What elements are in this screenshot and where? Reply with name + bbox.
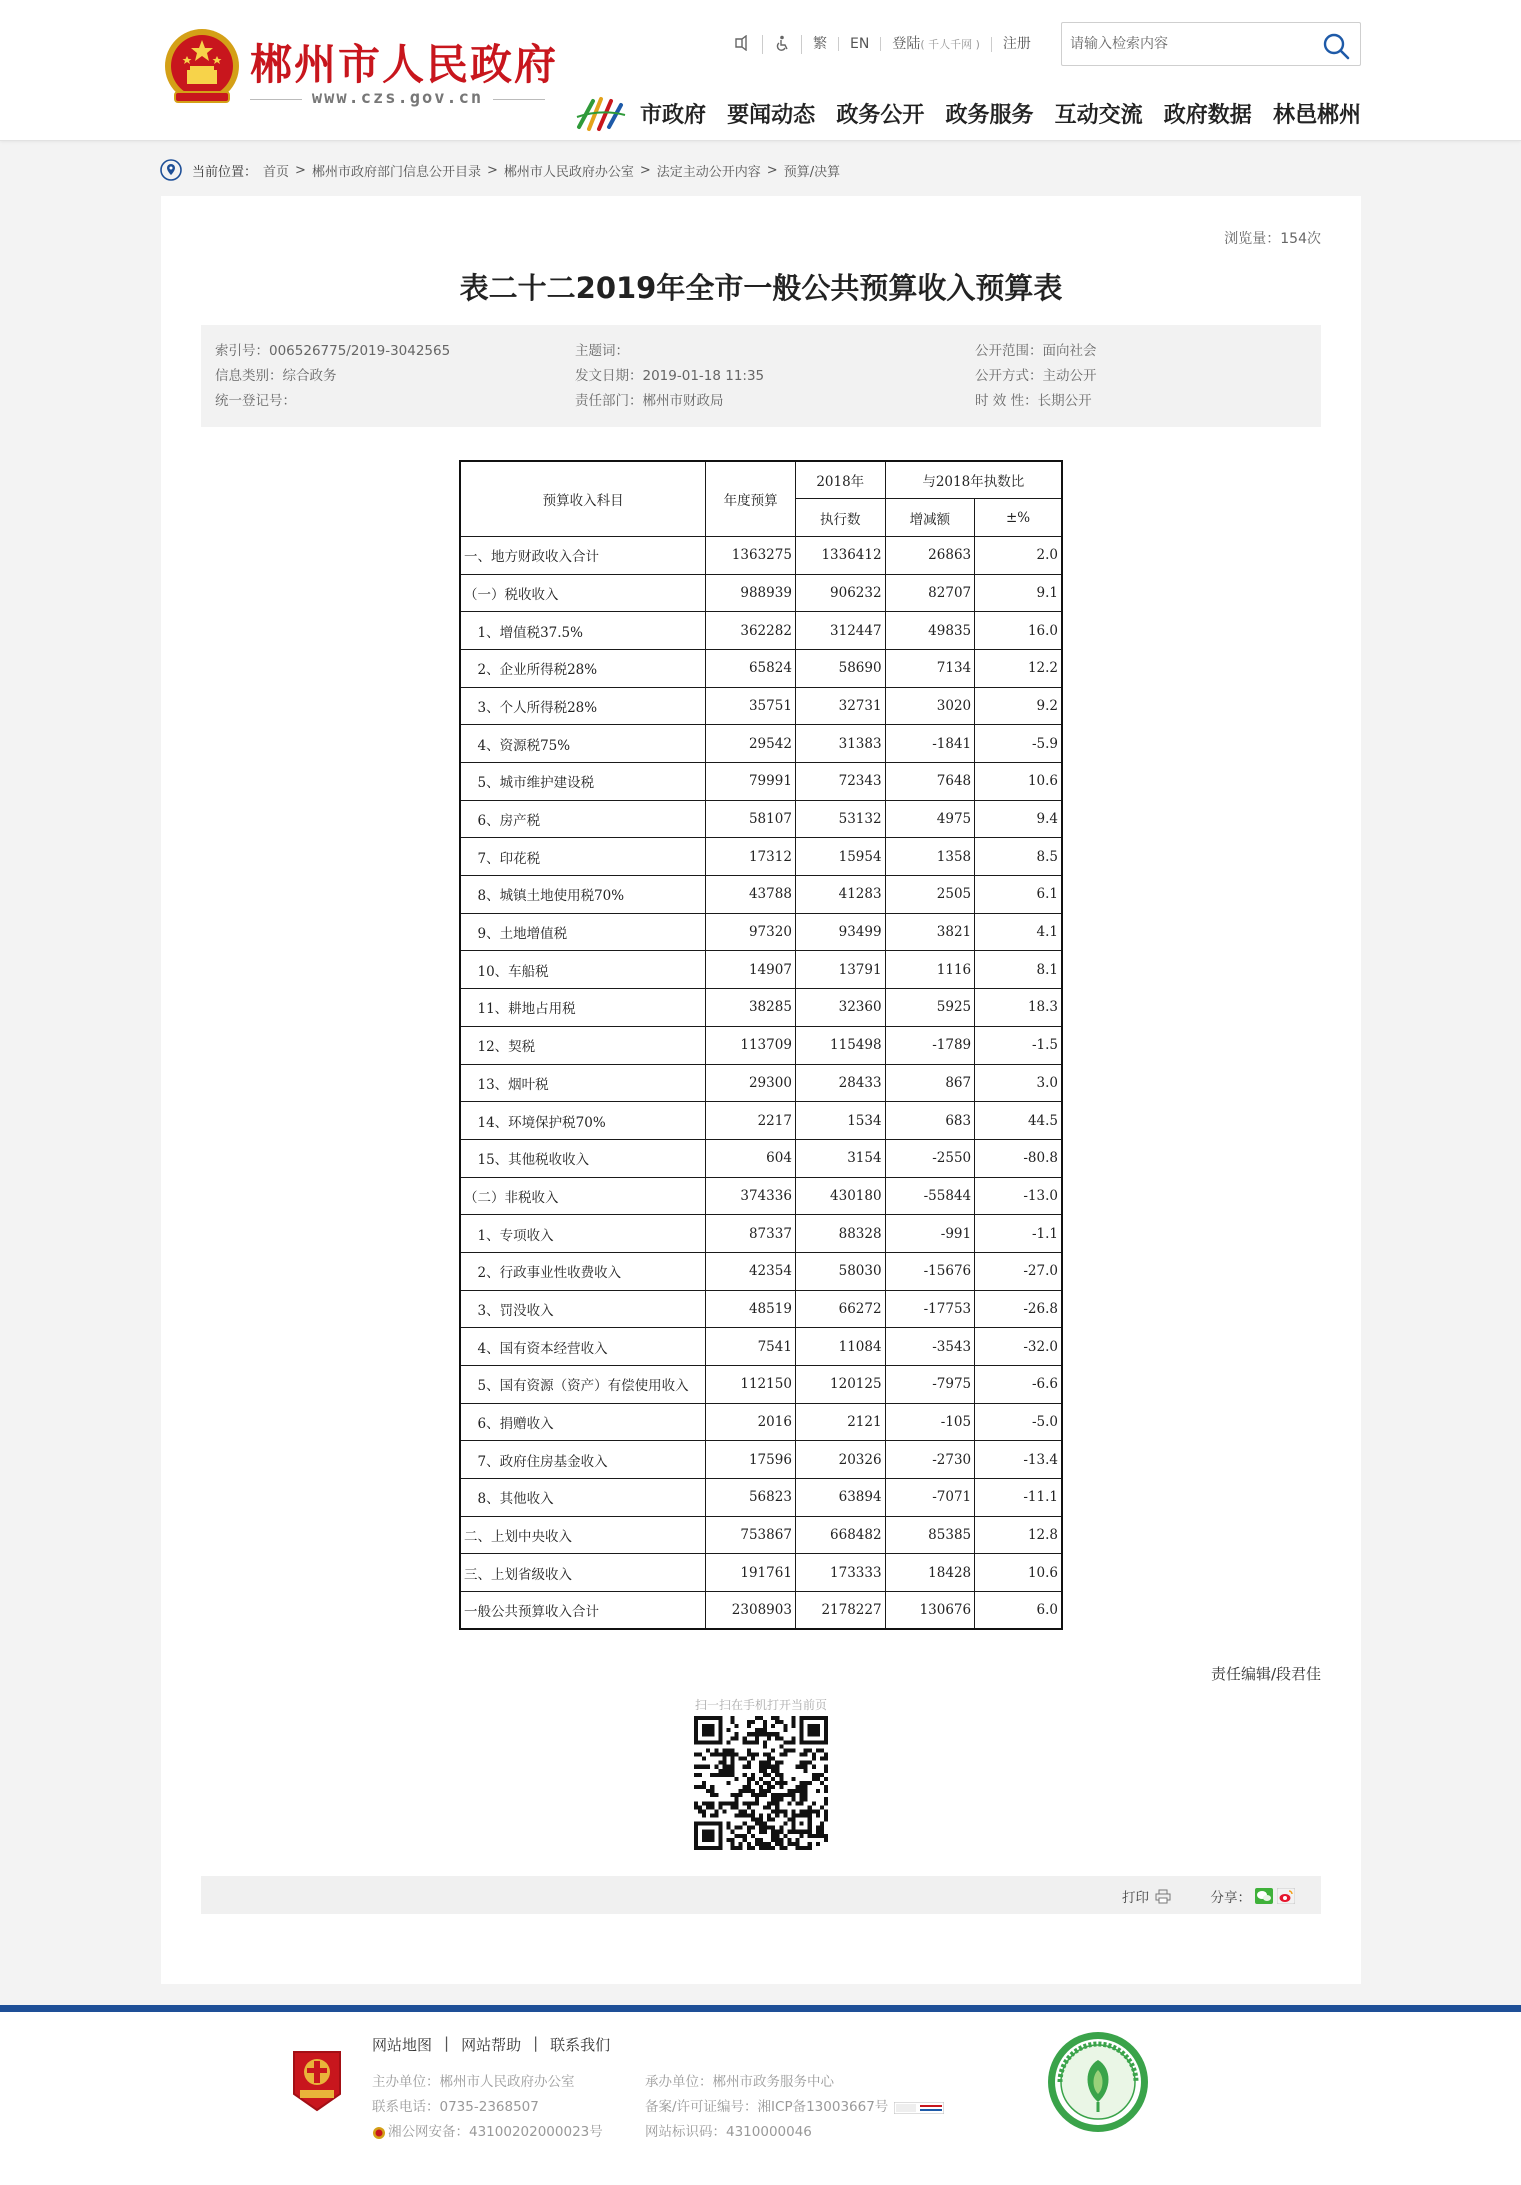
row-annual: 2217 xyxy=(706,1102,796,1140)
row-pct: 18.3 xyxy=(975,989,1062,1027)
header-compare: 与2018年执数比 xyxy=(885,461,1062,499)
row-item-name: 1、专项收入 xyxy=(460,1215,706,1253)
row-pct: -26.8 xyxy=(975,1290,1062,1328)
page-title: 表二十二2019年全市一般公共预算收入预算表 xyxy=(459,271,1063,305)
site-url-text: www.czs.gov.cn xyxy=(311,88,484,108)
row-diff: 683 xyxy=(885,1102,975,1140)
table-row xyxy=(460,838,1062,876)
site-footer xyxy=(0,2012,1521,2185)
nav-item-linyi-chenzhou[interactable]: 林邑郴州 xyxy=(1272,102,1361,128)
english-link[interactable]: EN xyxy=(839,37,881,51)
row-item-name: 6、房产税 xyxy=(460,800,706,838)
row-pct: -32.0 xyxy=(975,1328,1062,1366)
footer-police-record[interactable] xyxy=(372,2120,603,2145)
row-pct: 8.5 xyxy=(975,838,1062,876)
row-item-name: 12、契税 xyxy=(460,1026,706,1064)
footer-link-contact[interactable]: 联系我们 xyxy=(550,2036,611,2054)
table-row xyxy=(460,649,1062,687)
row-exec: 58690 xyxy=(795,649,885,687)
table-row xyxy=(460,800,1062,838)
row-pct: 12.2 xyxy=(975,649,1062,687)
row-pct: -27.0 xyxy=(975,1252,1062,1290)
row-exec: 15954 xyxy=(795,838,885,876)
row-diff: -2550 xyxy=(885,1139,975,1177)
location-pin-icon xyxy=(160,159,182,181)
row-exec: 20326 xyxy=(795,1441,885,1479)
row-diff: -17753 xyxy=(885,1290,975,1328)
header-exec-year: 2018年 xyxy=(795,461,885,499)
share-label: 分享： xyxy=(1210,1890,1251,1906)
footer-links: 网站地图 | 网站帮助 | 联系我们 xyxy=(372,2034,611,2054)
row-annual: 2308903 xyxy=(706,1592,796,1630)
row-item-name: 3、罚没收入 xyxy=(460,1290,706,1328)
row-pct: -1.1 xyxy=(975,1215,1062,1253)
row-diff: 7134 xyxy=(885,649,975,687)
row-diff: -105 xyxy=(885,1403,975,1441)
share-group xyxy=(1211,1886,1296,1906)
header-item: 预算收入科目 xyxy=(460,461,706,536)
row-annual: 753867 xyxy=(706,1516,796,1554)
row-exec: 668482 xyxy=(795,1516,885,1554)
row-item-name: 13、烟叶税 xyxy=(460,1064,706,1102)
row-diff: -991 xyxy=(885,1215,975,1253)
row-pct: 4.1 xyxy=(975,913,1062,951)
accessibility-icon[interactable] xyxy=(763,35,802,54)
row-annual: 65824 xyxy=(706,649,796,687)
budget-table xyxy=(459,460,1063,1630)
row-exec: 53132 xyxy=(795,800,885,838)
row-exec: 1534 xyxy=(795,1102,885,1140)
meta-category: 信息类别：综合政务 xyxy=(215,368,337,384)
row-annual: 97320 xyxy=(706,913,796,951)
row-pct: 44.5 xyxy=(975,1102,1062,1140)
nav-item-news[interactable]: 要闻动态 xyxy=(727,102,816,128)
table-row xyxy=(460,1026,1062,1064)
row-annual: 17312 xyxy=(706,838,796,876)
row-diff: -7071 xyxy=(885,1479,975,1517)
row-exec: 32731 xyxy=(795,687,885,725)
row-item-name: 一、地方财政收入合计 xyxy=(460,536,706,574)
login-label[interactable]: 登陆 xyxy=(892,35,921,52)
row-exec: 58030 xyxy=(795,1252,885,1290)
row-diff: -15676 xyxy=(885,1252,975,1290)
row-pct: -1.5 xyxy=(975,1026,1062,1064)
row-exec: 28433 xyxy=(795,1064,885,1102)
footer-info-right xyxy=(645,2070,944,2145)
row-item-name: 1、增值税37.5% xyxy=(460,612,706,650)
row-item-name: 3、个人所得税28% xyxy=(460,687,706,725)
table-row xyxy=(460,725,1062,763)
document-meta xyxy=(201,325,1321,427)
responsible-editor: 责任编辑/段君佳 xyxy=(1210,1665,1321,1683)
row-diff: 49835 xyxy=(885,612,975,650)
row-pct: -11.1 xyxy=(975,1479,1062,1517)
row-item-name: 5、国有资源（资产）有偿使用收入 xyxy=(460,1366,706,1404)
row-exec: 66272 xyxy=(795,1290,885,1328)
row-annual: 2016 xyxy=(706,1403,796,1441)
row-exec: 63894 xyxy=(795,1479,885,1517)
site-url xyxy=(250,88,545,110)
meta-keywords: 主题词： xyxy=(575,343,629,359)
footer-icp-text[interactable]: 备案/许可证编号：湘ICP备13003667号 xyxy=(645,2099,889,2115)
row-pct: 6.1 xyxy=(975,876,1062,914)
row-exec: 13791 xyxy=(795,951,885,989)
row-item-name: 2、行政事业性收费收入 xyxy=(460,1252,706,1290)
row-diff: 18428 xyxy=(885,1554,975,1592)
footer-operator: 承办单位：郴州市政务服务中心 xyxy=(645,2074,834,2090)
table-row xyxy=(460,763,1062,801)
row-pct: -5.0 xyxy=(975,1403,1062,1441)
icp-badge-icon xyxy=(894,2102,944,2114)
table-row xyxy=(460,1516,1062,1554)
header-pct: ±% xyxy=(975,499,1062,537)
top-links xyxy=(722,34,1042,54)
row-diff: 867 xyxy=(885,1064,975,1102)
row-exec: 31383 xyxy=(795,725,885,763)
header-exec: 执行数 xyxy=(795,499,885,537)
nav-item-open-affairs[interactable]: 政务公开 xyxy=(836,102,925,128)
meta-scope: 公开范围：面向社会 xyxy=(975,343,1097,359)
table-row xyxy=(460,536,1062,574)
party-government-badge-icon[interactable] xyxy=(290,2048,344,2114)
table-row xyxy=(460,1441,1062,1479)
row-item-name: 三、上划省级收入 xyxy=(460,1554,706,1592)
search-icon[interactable] xyxy=(1322,32,1350,60)
breadcrumb-label: 当前位置： xyxy=(192,164,258,180)
row-pct: 16.0 xyxy=(975,612,1062,650)
row-annual: 43788 xyxy=(706,876,796,914)
row-annual: 58107 xyxy=(706,800,796,838)
table-row xyxy=(460,1139,1062,1177)
breadcrumb: 当前位置： 首页 > 郴州市政府部门信息公开目录 > 郴州市人民政府办公室 > 法定主动公开内容 > 预算/决算 xyxy=(160,158,840,182)
row-item-name: 9、土地增值税 xyxy=(460,913,706,951)
accessibility-voice-icon[interactable] xyxy=(722,35,763,54)
footer-link-sitemap[interactable]: 网站地图 xyxy=(372,2036,433,2054)
row-exec: 115498 xyxy=(795,1026,885,1064)
row-diff: 82707 xyxy=(885,574,975,612)
breadcrumb-home[interactable]: 首页 xyxy=(263,164,290,180)
row-annual: 113709 xyxy=(706,1026,796,1064)
site-header xyxy=(0,0,1521,141)
row-pct: 12.8 xyxy=(975,1516,1062,1554)
row-exec: 2121 xyxy=(795,1403,885,1441)
row-pct: -80.8 xyxy=(975,1139,1062,1177)
national-emblem-icon[interactable] xyxy=(163,26,241,112)
wechat-icon[interactable] xyxy=(1255,1888,1273,1904)
row-item-name: 二、上划中央收入 xyxy=(460,1516,706,1554)
row-exec: 41283 xyxy=(795,876,885,914)
table-row xyxy=(460,1252,1062,1290)
row-item-name: 8、城镇土地使用税70% xyxy=(460,876,706,914)
meta-validity: 时 效 性：长期公开 xyxy=(975,393,1092,409)
row-item-name: 4、资源税75% xyxy=(460,725,706,763)
row-annual: 35751 xyxy=(706,687,796,725)
footer-site-id: 网站标识码：4310000046 xyxy=(645,2124,812,2140)
qr-caption: 扫一扫在手机打开当前页 xyxy=(694,1698,827,1712)
site-name[interactable]: 郴州市人民政府 xyxy=(250,40,559,89)
row-diff: 7648 xyxy=(885,763,975,801)
row-exec: 120125 xyxy=(795,1366,885,1404)
row-diff: -2730 xyxy=(885,1441,975,1479)
table-row xyxy=(460,951,1062,989)
row-exec: 88328 xyxy=(795,1215,885,1253)
row-annual: 56823 xyxy=(706,1479,796,1517)
row-item-name: 4、国有资本经营收入 xyxy=(460,1328,706,1366)
table-row xyxy=(460,989,1062,1027)
nav-item-government[interactable]: 市政府 xyxy=(640,102,707,128)
row-diff: 26863 xyxy=(885,536,975,574)
meta-method: 公开方式：主动公开 xyxy=(975,368,1097,384)
row-item-name: 7、政府住房基金收入 xyxy=(460,1441,706,1479)
row-diff: 130676 xyxy=(885,1592,975,1630)
row-annual: 17596 xyxy=(706,1441,796,1479)
row-exec: 1336412 xyxy=(795,536,885,574)
row-pct: 10.6 xyxy=(975,1554,1062,1592)
view-count: 浏览量：154次 xyxy=(1224,231,1321,247)
row-annual: 48519 xyxy=(706,1290,796,1328)
row-annual: 362282 xyxy=(706,612,796,650)
row-annual: 87337 xyxy=(706,1215,796,1253)
budget-table-body xyxy=(460,536,1062,1629)
row-item-name: （一）税收收入 xyxy=(460,574,706,612)
row-diff: 3821 xyxy=(885,913,975,951)
row-annual: 7541 xyxy=(706,1328,796,1366)
row-annual: 191761 xyxy=(706,1554,796,1592)
row-diff: 1358 xyxy=(885,838,975,876)
table-row xyxy=(460,876,1062,914)
row-annual: 29300 xyxy=(706,1064,796,1102)
row-annual: 38285 xyxy=(706,989,796,1027)
row-exec: 93499 xyxy=(795,913,885,951)
row-pct: -13.4 xyxy=(975,1441,1062,1479)
login-link[interactable] xyxy=(881,37,992,52)
row-diff: -3543 xyxy=(885,1328,975,1366)
row-exec: 430180 xyxy=(795,1177,885,1215)
meta-reg-no: 统一登记号： xyxy=(215,393,296,409)
nav-item-data[interactable]: 政府数据 xyxy=(1163,102,1252,128)
traditional-chinese-link[interactable]: 繁 xyxy=(802,37,839,51)
table-row xyxy=(460,1102,1062,1140)
action-bar xyxy=(201,1876,1321,1914)
breadcrumb-mandatory-content[interactable]: 法定主动公开内容 xyxy=(656,164,761,180)
row-pct: -13.0 xyxy=(975,1177,1062,1215)
nav-item-services[interactable]: 政务服务 xyxy=(945,102,1034,128)
row-item-name: 2、企业所得税28% xyxy=(460,649,706,687)
row-exec: 3154 xyxy=(795,1139,885,1177)
table-row xyxy=(460,1064,1062,1102)
row-diff: -1789 xyxy=(885,1026,975,1064)
main-nav xyxy=(640,96,1361,130)
row-exec: 72343 xyxy=(795,763,885,801)
row-item-name: 6、捐赠收入 xyxy=(460,1403,706,1441)
table-row xyxy=(460,687,1062,725)
row-pct: 9.4 xyxy=(975,800,1062,838)
breadcrumb-office[interactable]: 郴州市人民政府办公室 xyxy=(503,164,634,180)
table-row xyxy=(460,1592,1062,1630)
city-logo-icon xyxy=(575,93,627,135)
row-pct: 10.6 xyxy=(975,763,1062,801)
table-row xyxy=(460,1328,1062,1366)
qr-code-icon xyxy=(694,1716,828,1850)
table-row xyxy=(460,574,1062,612)
row-diff: -55844 xyxy=(885,1177,975,1215)
row-exec: 906232 xyxy=(795,574,885,612)
row-pct: -5.9 xyxy=(975,725,1062,763)
row-pct: 9.2 xyxy=(975,687,1062,725)
row-exec: 11084 xyxy=(795,1328,885,1366)
row-pct: 8.1 xyxy=(975,951,1062,989)
police-badge-icon xyxy=(372,2126,386,2140)
footer-host: 主办单位：郴州市人民政府办公室 xyxy=(372,2074,575,2090)
row-annual: 604 xyxy=(706,1139,796,1177)
row-item-name: 14、环境保护税70% xyxy=(460,1102,706,1140)
row-item-name: 15、其他税收收入 xyxy=(460,1139,706,1177)
row-diff: 2505 xyxy=(885,876,975,914)
footer-divider xyxy=(0,2005,1521,2012)
table-row xyxy=(460,1290,1062,1328)
weibo-icon[interactable] xyxy=(1277,1888,1295,1904)
civilized-website-seal-icon[interactable] xyxy=(1046,2030,1150,2134)
table-row xyxy=(460,1177,1062,1215)
print-button[interactable] xyxy=(1122,1886,1171,1906)
table-row xyxy=(460,612,1062,650)
table-row xyxy=(460,1554,1062,1592)
table-row xyxy=(460,1215,1062,1253)
row-diff: -7975 xyxy=(885,1366,975,1404)
breadcrumb-budget[interactable]: 预算/决算 xyxy=(783,164,841,180)
table-row xyxy=(460,1479,1062,1517)
footer-icp[interactable] xyxy=(645,2095,944,2120)
header-diff: 增减额 xyxy=(885,499,975,537)
login-note: ( 千人千网 ) xyxy=(920,37,980,51)
row-diff: 85385 xyxy=(885,1516,975,1554)
row-exec: 32360 xyxy=(795,989,885,1027)
row-item-name: 11、耕地占用税 xyxy=(460,989,706,1027)
search-input[interactable] xyxy=(1070,31,1310,57)
footer-police-text[interactable]: 湘公网安备：43100202000023号 xyxy=(388,2124,603,2140)
article-card xyxy=(161,196,1361,1984)
row-diff: -1841 xyxy=(885,725,975,763)
meta-department: 责任部门：郴州市财政局 xyxy=(575,393,724,409)
register-link[interactable]: 注册 xyxy=(1002,36,1031,52)
row-pct: -6.6 xyxy=(975,1366,1062,1404)
row-diff: 1116 xyxy=(885,951,975,989)
table-row xyxy=(460,913,1062,951)
meta-index-no: 索引号：006526775/2019-3042565 xyxy=(215,343,451,359)
row-item-name: 5、城市维护建设税 xyxy=(460,763,706,801)
search-box xyxy=(1061,22,1361,66)
row-annual: 79991 xyxy=(706,763,796,801)
header-annual: 年度预算 xyxy=(706,461,796,536)
table-row xyxy=(460,1366,1062,1404)
row-pct: 3.0 xyxy=(975,1064,1062,1102)
row-annual: 29542 xyxy=(706,725,796,763)
row-item-name: 7、印花税 xyxy=(460,838,706,876)
footer-link-help[interactable]: 网站帮助 xyxy=(461,2036,522,2054)
row-exec: 312447 xyxy=(795,612,885,650)
row-pct: 2.0 xyxy=(975,536,1062,574)
row-item-name: 一般公共预算收入合计 xyxy=(460,1592,706,1630)
row-diff: 3020 xyxy=(885,687,975,725)
table-row xyxy=(460,1403,1062,1441)
row-diff: 4975 xyxy=(885,800,975,838)
row-item-name: 8、其他收入 xyxy=(460,1479,706,1517)
row-annual: 42354 xyxy=(706,1252,796,1290)
row-pct: 6.0 xyxy=(975,1592,1062,1630)
row-annual: 112150 xyxy=(706,1366,796,1404)
nav-item-interaction[interactable]: 互动交流 xyxy=(1054,102,1143,128)
row-pct: 9.1 xyxy=(975,574,1062,612)
print-label[interactable]: 打印 xyxy=(1122,1890,1149,1906)
row-exec: 173333 xyxy=(795,1554,885,1592)
row-annual: 374336 xyxy=(706,1177,796,1215)
row-annual: 14907 xyxy=(706,951,796,989)
row-item-name: 10、车船税 xyxy=(460,951,706,989)
row-annual: 988939 xyxy=(706,574,796,612)
row-diff: 5925 xyxy=(885,989,975,1027)
row-item-name: （二）非税收入 xyxy=(460,1177,706,1215)
meta-date: 发文日期：2019-01-18 11:35 xyxy=(575,368,765,384)
footer-info-left xyxy=(372,2070,603,2145)
row-exec: 2178227 xyxy=(795,1592,885,1630)
row-annual: 1363275 xyxy=(706,536,796,574)
footer-phone: 联系电话：0735-2368507 xyxy=(372,2099,539,2115)
breadcrumb-directory[interactable]: 郴州市政府部门信息公开目录 xyxy=(311,164,481,180)
printer-icon[interactable] xyxy=(1155,1889,1171,1904)
